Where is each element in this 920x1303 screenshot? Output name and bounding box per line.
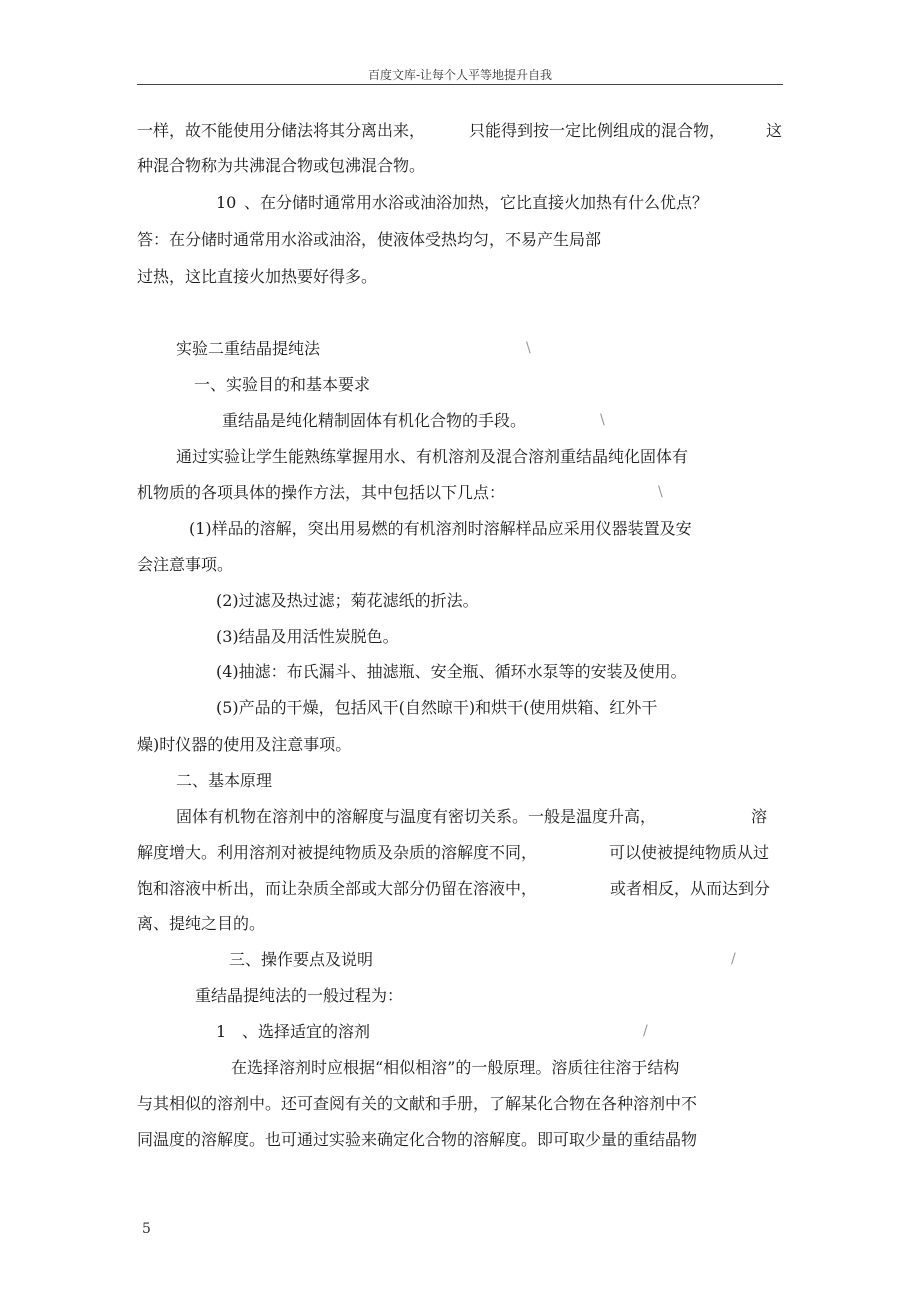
list-item: 会注意事项。: [137, 555, 234, 574]
body-line: 或者相反，从而达到分: [610, 879, 771, 898]
question-text: 、在分储时通常用水浴或油浴加热，它比直接火加热有什么优点？: [244, 193, 709, 212]
list-item: (3)结晶及用活性炭脱色。: [216, 627, 399, 646]
body-line: 重结晶提纯法的一般过程为：: [195, 986, 404, 1005]
body-line: 只能得到按一定比例组成的混合物，: [469, 121, 726, 140]
section-heading: 一、实验目的和基本要求: [194, 375, 371, 394]
page-number: 5: [142, 1221, 151, 1237]
answer-line: 过热，这比直接火加热要好得多。: [137, 267, 378, 286]
section-heading: 三、操作要点及说明: [229, 950, 374, 969]
stray-mark: \: [526, 340, 531, 356]
list-item: (2)过滤及热过滤；菊花滤纸的折法。: [216, 591, 479, 610]
body-line: 离、提纯之目的。: [137, 914, 266, 933]
answer-line: 答：在分储时通常用水浴或油浴，使液体受热均匀，不易产生局部: [137, 230, 602, 249]
body-line: 种混合物称为共沸混合物或包沸混合物。: [137, 156, 426, 175]
body-line: 解度增大。利用溶剂对被提纯物质及杂质的溶解度不同，: [137, 843, 538, 862]
question-number: 10: [216, 193, 237, 212]
body-line: 同温度的溶解度。也可通过实验来确定化合物的溶解度。即可取少量的重结晶物: [137, 1130, 698, 1149]
page-header: 百度文库-让每个人平等地提升自我: [367, 68, 553, 82]
body-line: 在选择溶剂时应根据“相似相溶”的一般原理。溶质往往溶于结构: [231, 1058, 680, 1077]
body-line: 溶: [751, 807, 768, 826]
section-title: 实验二重结晶提纯法: [176, 339, 321, 358]
stray-mark: \: [658, 484, 663, 500]
body-line: 通过实验让学生能熟练掌握用水、有机溶剂及混合溶剂重结晶纯化固体有: [176, 447, 689, 466]
list-item: (1)样品的溶解，突出用易燃的有机溶剂时溶解样品应采用仪器装置及安: [189, 519, 692, 538]
body-line: 重结晶是纯化精制固体有机化合物的手段。: [222, 411, 527, 430]
header-rule: [137, 84, 783, 85]
list-item: (4)抽滤：布氏漏斗、抽滤瓶、安全瓶、循环水泵等的安装及使用。: [216, 662, 687, 681]
step-number: 1: [216, 1022, 227, 1041]
body-line: 可以使被提纯物质从过: [609, 843, 770, 862]
list-item: 燥)时仪器的使用及注意事项。: [137, 735, 352, 754]
body-line: 这: [766, 121, 783, 140]
section-heading: 二、基本原理: [176, 771, 273, 790]
step-title: 、选择适宜的溶剂: [242, 1022, 371, 1041]
body-line: 机物质的各项具体的操作方法，其中包括以下几点：: [137, 483, 506, 502]
body-line: 与其相似的溶剂中。还可查阅有关的文献和手册，了解某化合物在各种溶剂中不: [137, 1094, 698, 1113]
stray-mark: /: [731, 951, 736, 967]
body-line: 固体有机物在溶剂中的溶解度与温度有密切关系。一般是温度升高，: [176, 807, 657, 826]
list-item: (5)产品的干燥，包括风干(自然晾干)和烘干(使用烘箱、红外干: [216, 698, 658, 717]
stray-mark: \: [600, 412, 605, 428]
stray-mark: /: [643, 1023, 648, 1039]
body-line: 一样，故不能使用分储法将其分离出来，: [137, 121, 426, 140]
body-line: 饱和溶液中析出，而让杂质全部或大部分仍留在溶液中，: [137, 879, 538, 898]
